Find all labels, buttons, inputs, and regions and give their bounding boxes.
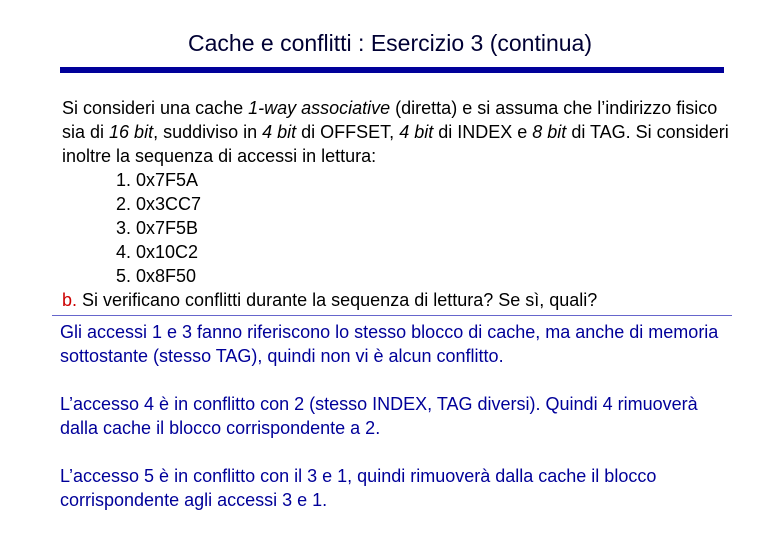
sub-question-text: Si verificano conflitti durante la sequenza di lettura? Se sì, quali? [77, 290, 598, 310]
access-item: 1. 0x7F5A [116, 170, 199, 190]
answer-divider [52, 315, 732, 316]
answers-block [60, 320, 740, 536]
answer-paragraph: L’accesso 5 è in conflitto con il 3 e 1, quindi rimuoverà dalla cache il blocco corrispondente agli accessi 3 e 1. [60, 466, 657, 510]
answer-paragraph: L’accesso 4 è in conflitto con 2 (stesso INDEX, TAG diversi). Quindi 4 rimuoverà dalla cache il blocco corrispondente a 2. [60, 394, 698, 438]
access-item: 5. 0x8F50 [116, 266, 197, 286]
slide-title: Cache e conflitti : Esercizio 3 (continua) [188, 30, 592, 56]
question-text: (diretta) e si assuma che l’indirizzo fisico sia di [62, 98, 718, 142]
question-text: Si consideri una cache [62, 98, 249, 118]
question-text: di TAG. Si consideri inoltre la sequenza di accessi in lettura: [62, 122, 729, 166]
question-text: , suddiviso in [153, 122, 263, 142]
question-intro [62, 96, 742, 168]
question-italic-term: 1-way associative [248, 98, 391, 118]
question-text: di OFFSET, [296, 122, 400, 142]
title-divider [60, 67, 724, 73]
question-text: di INDEX e [433, 122, 533, 142]
question-italic-term: 4 bit [262, 122, 297, 142]
sub-question-label: b. [62, 290, 78, 310]
sub-question [62, 288, 742, 312]
access-item: 2. 0x3CC7 [116, 194, 202, 214]
question-italic-term: 8 bit [532, 122, 567, 142]
answer-paragraph: Gli accessi 1 e 3 fanno riferiscono lo stesso blocco di cache, ma anche di memoria sottostante (stesso TAG), quindi non vi è alcun conflitto. [60, 322, 719, 366]
access-item: 4. 0x10C2 [116, 242, 199, 262]
question-italic-term: 16 bit [109, 122, 154, 142]
question-block [62, 96, 742, 312]
access-item: 3. 0x7F5B [116, 218, 199, 238]
access-sequence-list [62, 168, 742, 288]
question-italic-term: 4 bit [399, 122, 434, 142]
